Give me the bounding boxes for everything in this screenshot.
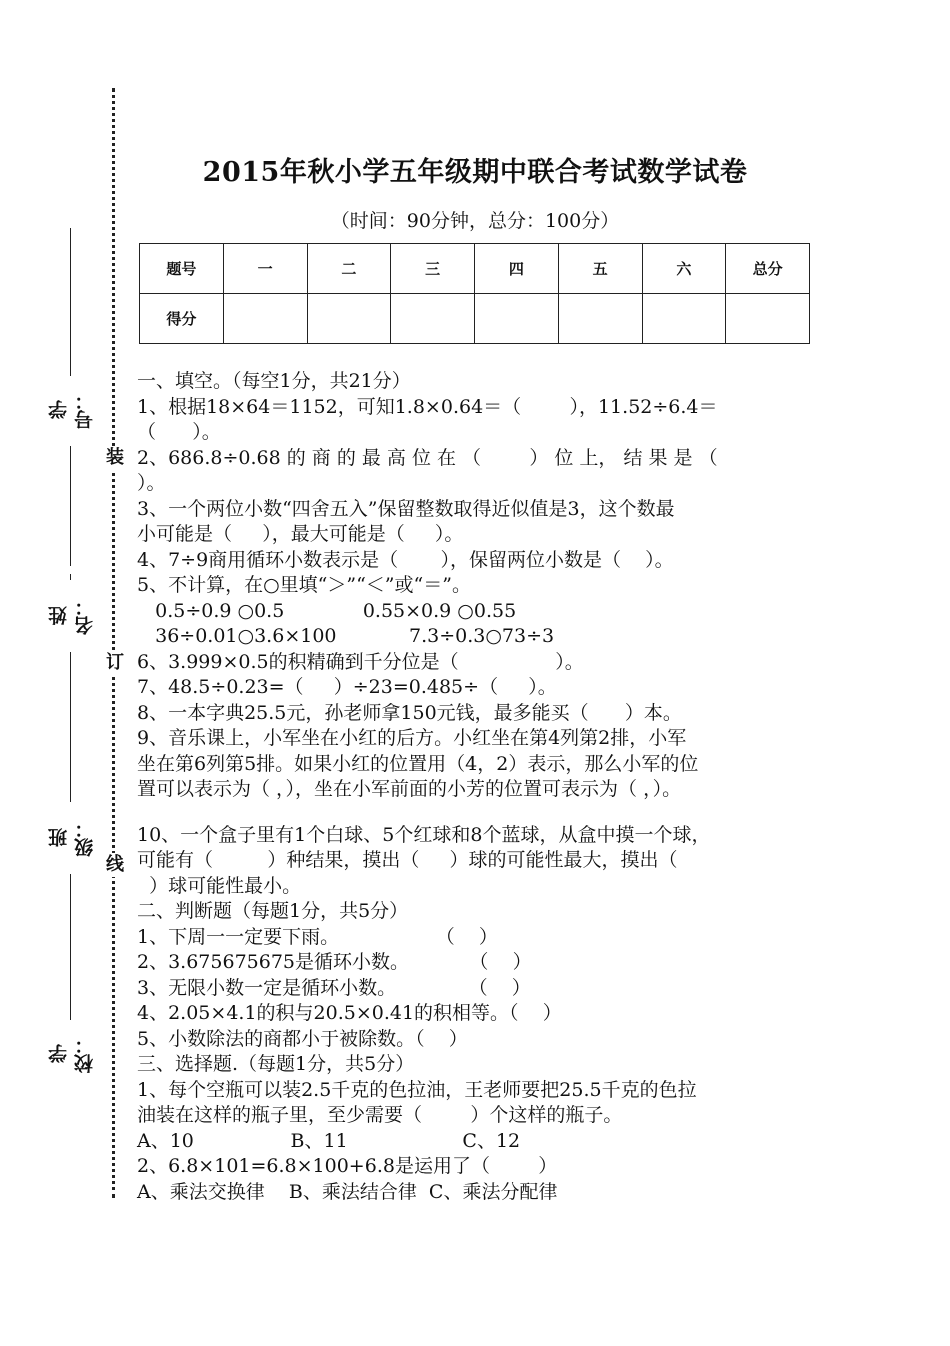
score-table-header: 六	[642, 244, 726, 294]
question-line: 二、判断题（每题1分，共5分）	[137, 900, 409, 922]
question-line: 3、无限小数一定是循环小数。 （ ）	[137, 976, 531, 999]
question-line: A、乘法交换律 B、乘法结合律 C、乘法分配律	[137, 1180, 558, 1203]
score-cell[interactable]	[475, 294, 559, 344]
question-line: 2、6.8×101=6.8×100+6.8是运用了（ ）	[137, 1155, 558, 1177]
question-line: 7、48.5÷0.23=（ ）÷23=0.485÷（ ）。	[137, 676, 557, 698]
question-line: 8、一本字典25.5元，孙老师拿150元钱，最多能买（ ）本。	[137, 701, 682, 724]
score-cell[interactable]	[558, 294, 642, 344]
score-row-label: 得分	[140, 294, 224, 344]
question-line: 一、填空。（每空1分，共21分）	[137, 370, 411, 392]
question-line: 2、3.675675675是循环小数。 （ ）	[137, 951, 532, 973]
question-line: 置可以表示为（ ，），坐在小军前面的小芳的位置可表示为（ ，）。	[137, 778, 682, 800]
question-line: 9、音乐课上，小军坐在小红的后方。小红坐在第4列第2排，小军	[137, 727, 687, 749]
name-underline-top	[70, 446, 71, 566]
score-table-header: 四	[475, 244, 559, 294]
question-line: 0.5÷0.9 ○0.5 0.55×0.9 ○0.55	[137, 599, 517, 622]
question-line: 36÷0.01○3.6×100 7.3÷0.3○73÷3	[137, 625, 555, 647]
question-line: （ ）。	[137, 421, 221, 443]
blank-spacer	[137, 803, 827, 823]
score-table-header: 总分	[726, 244, 810, 294]
score-cell[interactable]	[642, 294, 726, 344]
question-line: 坐在第6列第5排。如果小红的位置用（4，2）表示，那么小军的位	[137, 752, 699, 775]
question-line: 1、下周一一定要下雨。 （ ）	[137, 925, 498, 948]
binding-char-ding: 订	[106, 652, 124, 673]
question-line: 三、选择题.（每题1分，共5分）	[137, 1053, 415, 1075]
question-line: ）。	[137, 472, 166, 494]
question-line: 油装在这样的瓶子里，至少需要（ ）个这样的瓶子。	[137, 1104, 623, 1126]
student-id-label: 学号：	[48, 391, 96, 429]
question-line: 10、一个盒子里有1个白球、5个红球和8个蓝球，从盒中摸一个球，	[137, 823, 711, 846]
score-table-header: 五	[558, 244, 642, 294]
binding-char-zhuang: 装	[106, 447, 124, 468]
question-line: 5、不计算，在○里填“＞”“＜”或“＝”。	[137, 574, 471, 596]
binding-char-xian: 线	[106, 854, 124, 875]
exam-content	[137, 369, 827, 1205]
question-line: 4、2.05×4.1的积与20.5×0.41的积相等。（ ）	[137, 1002, 562, 1024]
score-cell[interactable]	[726, 294, 810, 344]
score-table	[139, 243, 810, 344]
question-line: 可能有（ ）种结果，摸出（ ）球的可能性最大，摸出（	[137, 849, 678, 871]
name-underline	[70, 574, 71, 580]
school-underline	[70, 874, 71, 1020]
question-line: A、10 B、11 C、12	[137, 1129, 521, 1152]
score-cell[interactable]	[223, 294, 307, 344]
class-label: 班级：	[48, 819, 96, 857]
name-label: 姓名：	[48, 597, 96, 635]
score-table-score-row	[140, 294, 810, 344]
question-line: 2、686.8÷0.68 的 商 的 最 高 位 在 （ ） 位 上， 结 果 是 （	[137, 446, 718, 469]
exam-subtitle: （时间：90分钟，总分：100分）	[330, 210, 620, 232]
student-id-underline	[70, 228, 71, 376]
score-table-header-row	[140, 244, 810, 294]
score-cell[interactable]	[391, 294, 475, 344]
question-line: 5、小数除法的商都小于被除数。（ ）	[137, 1027, 468, 1050]
question-line: 6、3.999×0.5的积精确到千分位是（ ）。	[137, 650, 584, 673]
score-table-header: 题号	[140, 244, 224, 294]
exam-title: 2015年秋小学五年级期中联合考试数学试卷	[202, 157, 748, 188]
score-table-header: 二	[307, 244, 391, 294]
question-line: 小可能是（ ），最大可能是（ ）。	[137, 523, 464, 545]
question-line: 1、每个空瓶可以装2.5千克的色拉油，王老师要把25.5千克的色拉	[137, 1078, 697, 1101]
question-line: 4、7÷9商用循环小数表示是（ ），保留两位小数是（ ）。	[137, 548, 674, 571]
score-table-header: 三	[391, 244, 475, 294]
binding-margin	[0, 0, 135, 1346]
class-underline	[70, 652, 71, 802]
score-table-header: 一	[223, 244, 307, 294]
school-label: 学校：	[48, 1035, 96, 1073]
question-line: ）球可能性最小。	[137, 874, 302, 897]
question-line: 3、一个两位小数“四舍五入”保留整数取得近似值是3，这个数最	[137, 497, 675, 520]
binding-dotted-line	[112, 88, 115, 1198]
score-cell[interactable]	[307, 294, 391, 344]
question-line: 1、根据18×64＝1152，可知1.8×0.64＝（ ），11.52÷6.4＝	[137, 395, 718, 418]
